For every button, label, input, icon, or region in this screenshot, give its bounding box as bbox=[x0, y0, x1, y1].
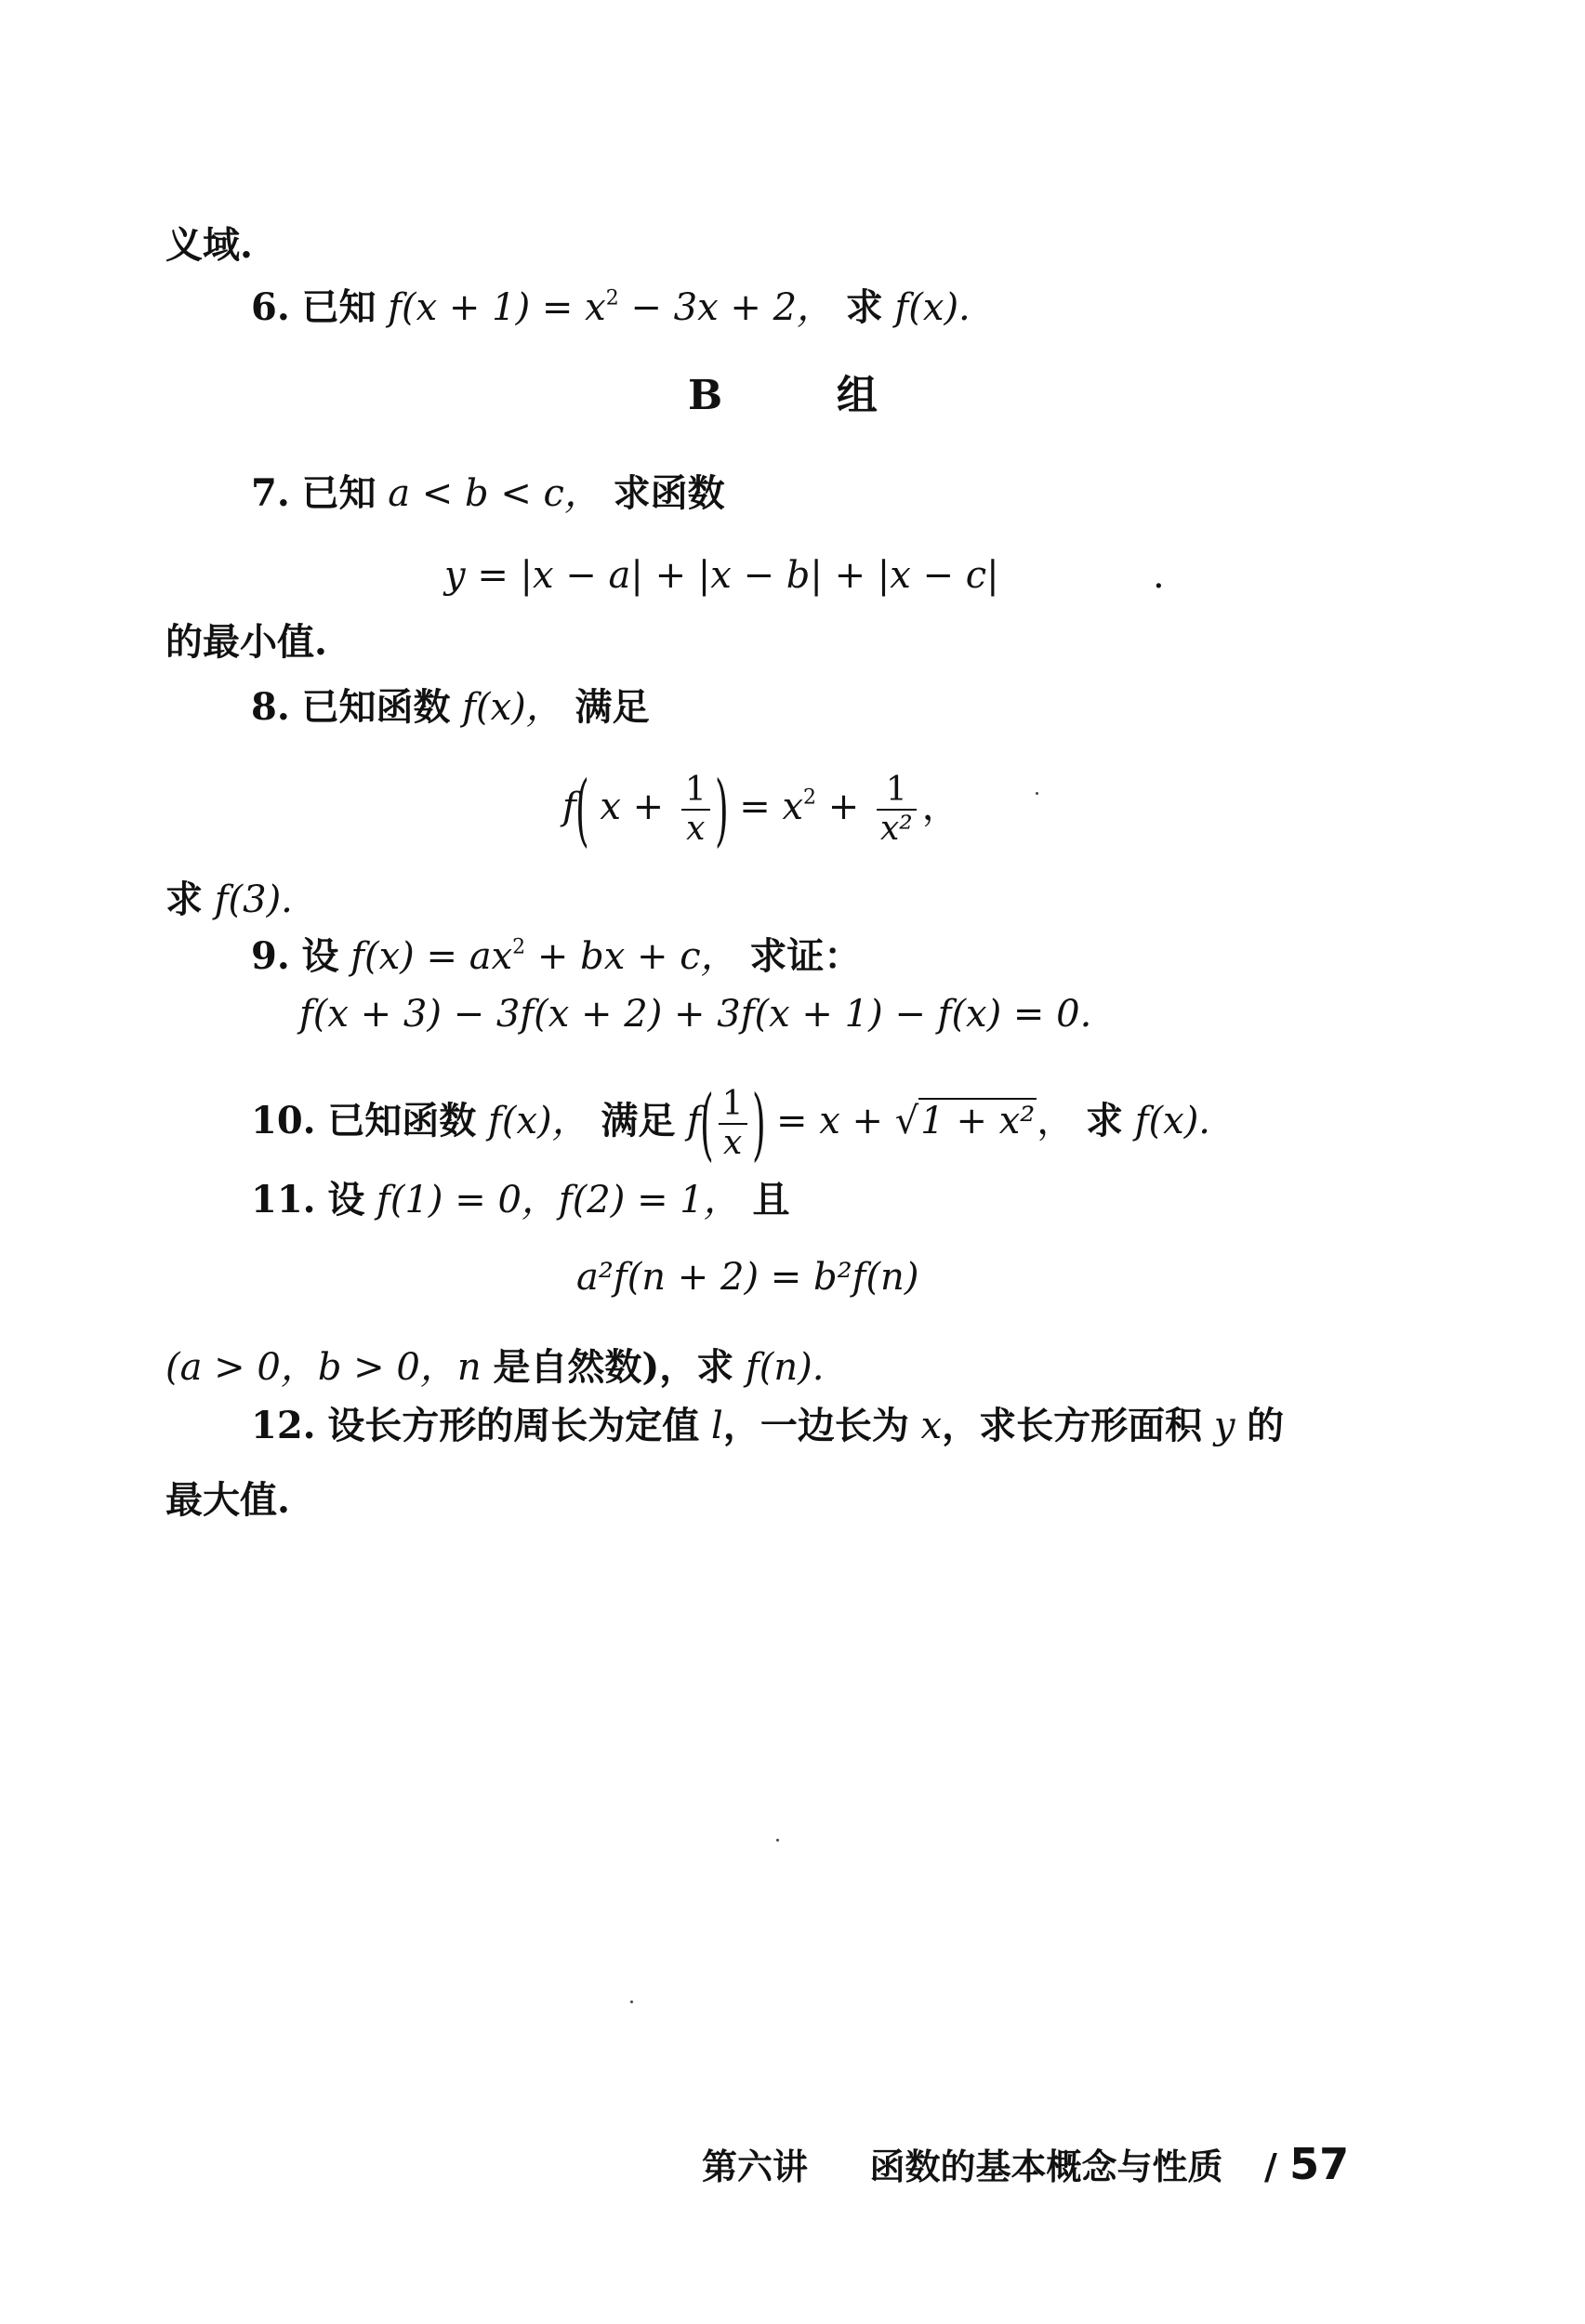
problem-8-ask-line bbox=[165, 876, 293, 924]
footer-title: 函数的基本概念与性质 bbox=[869, 2146, 1223, 2187]
problem-8-text: 已知函数 bbox=[301, 685, 451, 729]
problem-7-text: 已知 bbox=[301, 471, 376, 515]
problem-10-fx: f(x)， bbox=[488, 1100, 589, 1142]
problem-7-formula: y = |x − a| + |x − b| + |x − c| bbox=[444, 554, 999, 597]
group-b-heading bbox=[688, 372, 878, 420]
problem-8 bbox=[251, 683, 650, 732]
problem-10-formula: f( $\frac{1}{x}$ ) = x + √1 + x²， bbox=[687, 1078, 1075, 1169]
problem-11-text: 设 bbox=[327, 1178, 365, 1221]
problem-7-cond: a < b < c， bbox=[388, 472, 601, 515]
problem-10-goal: f(x). bbox=[1134, 1100, 1211, 1142]
problem-11-and: 且 bbox=[752, 1178, 790, 1221]
problem-6-ask: 求 bbox=[845, 285, 883, 329]
problem-10-number: 10. bbox=[251, 1099, 316, 1142]
problem-8-ask: 求 bbox=[165, 878, 203, 921]
page-number: 57 bbox=[1289, 2139, 1350, 2189]
problem-11-cond: f(1) = 0，f(2) = 1， bbox=[376, 1179, 741, 1221]
problem-7 bbox=[251, 469, 725, 518]
group-b-word: 组 bbox=[836, 372, 878, 419]
problem-11-formula: a²f(n + 2) = b²f(n) bbox=[576, 1256, 919, 1299]
problem-6-lead: 已知 bbox=[301, 285, 376, 329]
problem-12: 12. 设长方形的周长为定值 l，一边长为 x，求长方形面积 y 的 bbox=[251, 1404, 1285, 1447]
problem-10-ask: 求 bbox=[1086, 1099, 1124, 1142]
problem-9-identity: f(x + 3) − 3f(x + 2) + 3f(x + 1) − f(x) = 0. bbox=[299, 993, 1092, 1036]
problem-10-text: 已知函数 bbox=[327, 1099, 477, 1142]
problem-9-ask: 求证： bbox=[749, 934, 862, 978]
problem-9 bbox=[251, 932, 861, 981]
group-b-letter: B bbox=[688, 372, 723, 419]
page-footer bbox=[702, 2140, 1349, 2191]
scan-speck bbox=[630, 2000, 633, 2003]
problem-6-number: 6. bbox=[251, 285, 290, 329]
problem-7-number: 7. bbox=[251, 471, 290, 515]
problem-9-number: 9. bbox=[251, 934, 290, 978]
problem-8-number: 8. bbox=[251, 685, 290, 729]
problem-10 bbox=[251, 1076, 1211, 1169]
footer-chapter: 第六讲 bbox=[702, 2146, 809, 2187]
problem-8-formula: f( x + $\frac{1}{x}$ ) = $x^2$ + $\frac{1}{\text{x²}}$ ， bbox=[562, 764, 959, 855]
problem-8-fx: f(x)， bbox=[462, 686, 563, 729]
scan-speck bbox=[776, 1839, 779, 1842]
problem-7-ask: 求函数 bbox=[613, 471, 725, 515]
intro-tail: 义域. bbox=[165, 223, 253, 267]
scan-speck bbox=[1036, 792, 1038, 795]
problem-7-after: 的最小值. bbox=[165, 620, 327, 664]
problem-12-number: 12. bbox=[251, 1404, 316, 1447]
problem-11 bbox=[251, 1176, 789, 1224]
footer-separator: / bbox=[1263, 2146, 1277, 2187]
problem-6-expr: $f(x + 1) = x^2 - 3x + 2$， bbox=[388, 286, 835, 329]
problem-9-text: 设 bbox=[301, 934, 339, 978]
problem-12-line2: 最大值. bbox=[165, 1478, 290, 1522]
problem-8-cond: 满足 bbox=[575, 685, 650, 729]
problem-10-cond: 满足 bbox=[601, 1099, 676, 1142]
problem-6-goal: f(x). bbox=[894, 286, 971, 329]
problem-11-after: (a > 0，b > 0，n 是自然数)，求 f(n). bbox=[165, 1345, 825, 1389]
problem-8-goal: f(3). bbox=[214, 878, 293, 921]
problem-6 bbox=[251, 284, 971, 332]
problem-9-def: $f(x) = ax^2$ + bx + c， bbox=[350, 935, 738, 978]
problem-11-number: 11. bbox=[251, 1178, 316, 1221]
problem-7-tail-dot: . bbox=[1153, 554, 1165, 597]
